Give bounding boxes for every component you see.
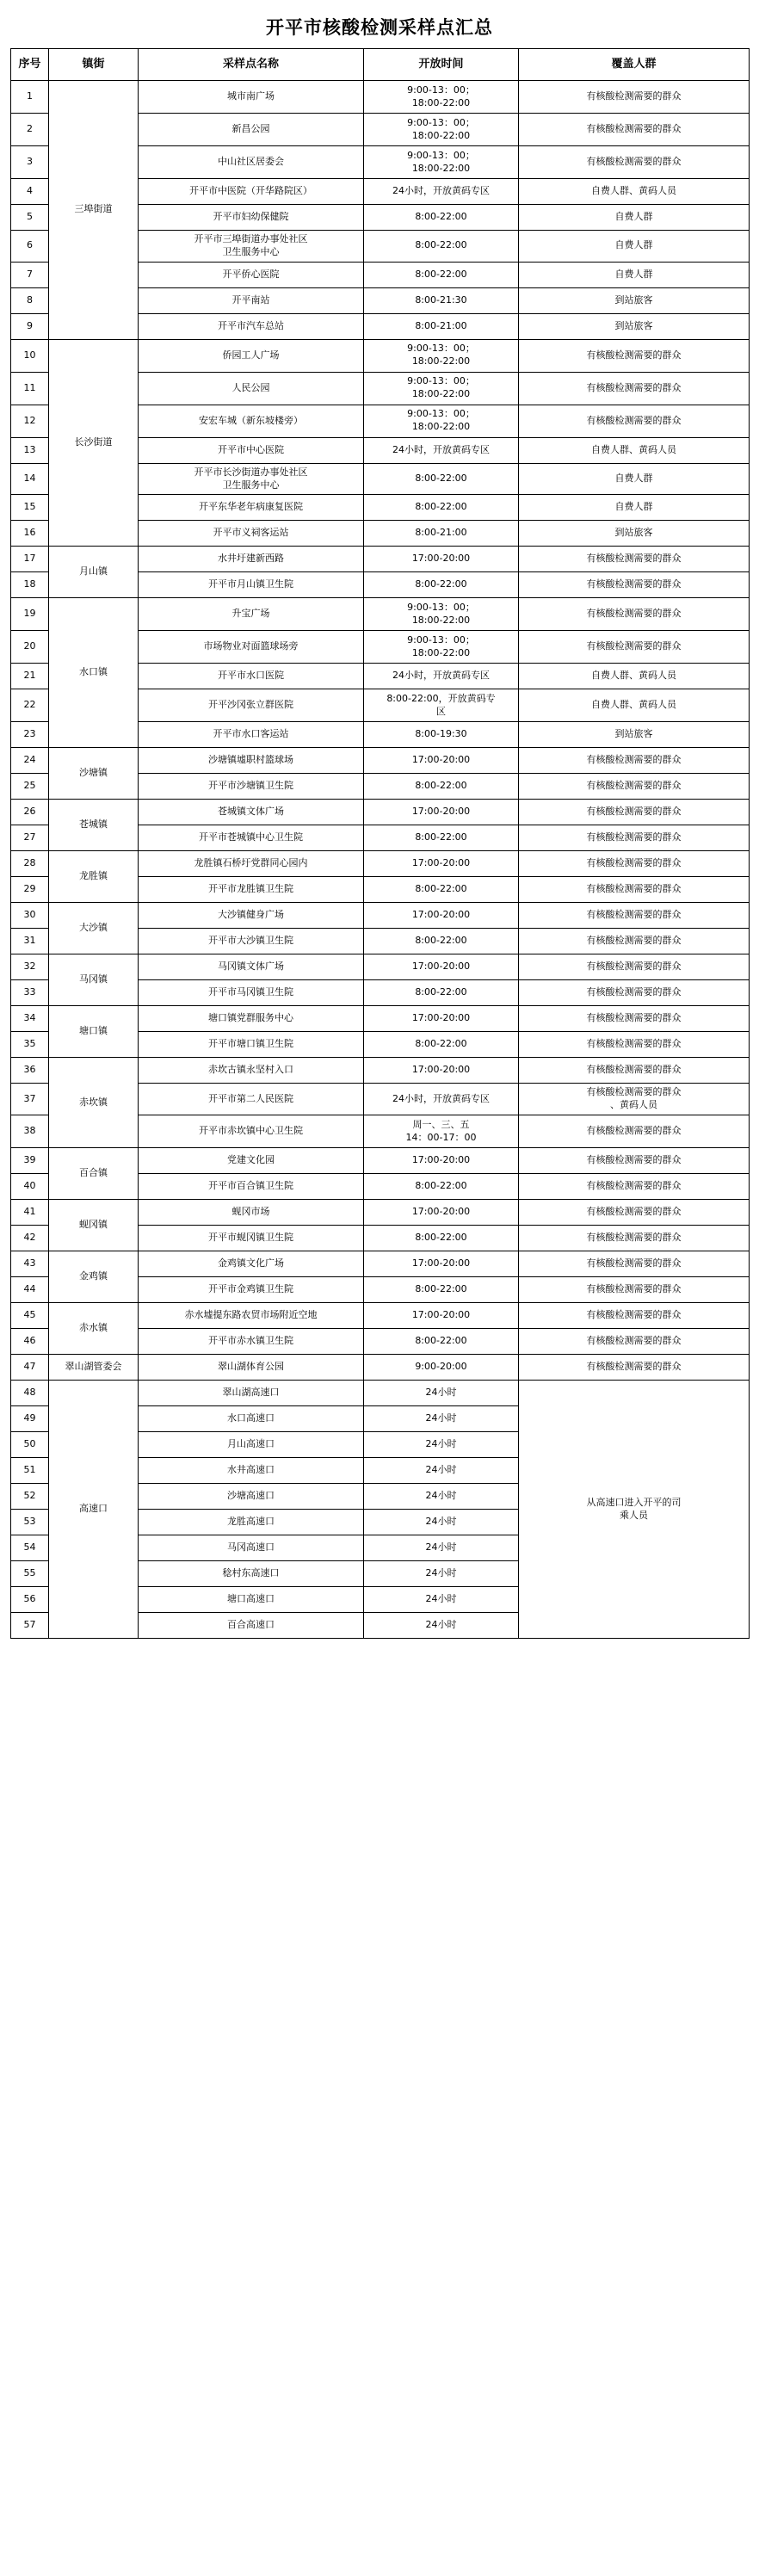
cell-open-time: 17:00-20:00 xyxy=(364,1200,519,1226)
cell-index: 35 xyxy=(11,1032,49,1058)
cell-open-time: 8:00-22:00 xyxy=(364,1226,519,1251)
table-row xyxy=(11,81,750,114)
table-row xyxy=(11,1058,750,1084)
cell-open-time: 24小时 xyxy=(364,1613,519,1639)
cell-covered-group: 有核酸检测需要的群众 xyxy=(519,825,750,851)
cell-covered-group: 有核酸检测需要的群众 xyxy=(519,405,750,437)
cell-open-time: 24小时 xyxy=(364,1561,519,1587)
table-row xyxy=(11,547,750,572)
table-row xyxy=(11,1381,750,1406)
cell-index: 50 xyxy=(11,1432,49,1458)
cell-open-time: 8:00-22:00 xyxy=(364,1174,519,1200)
cell-covered-group: 自费人群 xyxy=(519,463,750,495)
cell-site-name: 开平市月山镇卫生院 xyxy=(139,572,364,598)
cell-site-name: 开平市妇幼保健院 xyxy=(139,205,364,231)
column-header-site: 采样点名称 xyxy=(139,49,364,81)
cell-open-time: 8:00-22:00 xyxy=(364,463,519,495)
cell-site-name: 开平市塘口镇卫生院 xyxy=(139,1032,364,1058)
cell-open-time: 8:00-22:00 xyxy=(364,774,519,800)
cell-open-time: 17:00-20:00 xyxy=(364,903,519,929)
cell-open-time: 8:00-22:00 xyxy=(364,1329,519,1355)
cell-open-time: 8:00-22:00 xyxy=(364,980,519,1006)
cell-index: 54 xyxy=(11,1535,49,1561)
cell-site-name: 开平市中医院（开华路院区） xyxy=(139,179,364,205)
cell-index: 6 xyxy=(11,231,49,263)
cell-site-name: 塘口高速口 xyxy=(139,1587,364,1613)
cell-open-time: 17:00-20:00 xyxy=(364,1251,519,1277)
cell-index: 43 xyxy=(11,1251,49,1277)
cell-site-name: 百合高速口 xyxy=(139,1613,364,1639)
cell-site-name: 开平市水口客运站 xyxy=(139,722,364,748)
table-row xyxy=(11,954,750,980)
cell-site-name: 开平东华老年病康复医院 xyxy=(139,495,364,521)
cell-covered-group: 从高速口进入开平的司 乘人员 xyxy=(519,1381,750,1639)
cell-open-time: 8:00-21:30 xyxy=(364,287,519,313)
cell-covered-group: 有核酸检测需要的群众 、黄码人员 xyxy=(519,1084,750,1115)
cell-site-name: 开平市长沙街道办事处社区 卫生服务中心 xyxy=(139,463,364,495)
cell-open-time: 24小时，开放黄码专区 xyxy=(364,1084,519,1115)
cell-site-name: 月山高速口 xyxy=(139,1432,364,1458)
cell-index: 18 xyxy=(11,572,49,598)
cell-covered-group: 有核酸检测需要的群众 xyxy=(519,1226,750,1251)
cell-open-time: 8:00-22:00 xyxy=(364,1277,519,1303)
cell-site-name: 赤水墟提东路农贸市场附近空地 xyxy=(139,1303,364,1329)
cell-site-name: 开平市水口医院 xyxy=(139,664,364,689)
cell-covered-group: 有核酸检测需要的群众 xyxy=(519,114,750,146)
cell-open-time: 9:00-20:00 xyxy=(364,1355,519,1381)
cell-index: 51 xyxy=(11,1458,49,1484)
cell-covered-group: 自费人群、黄码人员 xyxy=(519,437,750,463)
cell-open-time: 9:00-13：00； 18:00-22:00 xyxy=(364,339,519,372)
cell-covered-group: 自费人群、黄码人员 xyxy=(519,179,750,205)
cell-site-name: 侨园工人广场 xyxy=(139,339,364,372)
sampling-points-table xyxy=(10,48,750,1639)
table-body xyxy=(11,81,750,1639)
cell-index: 56 xyxy=(11,1587,49,1613)
cell-site-name: 开平市赤坎镇中心卫生院 xyxy=(139,1115,364,1148)
cell-covered-group: 有核酸检测需要的群众 xyxy=(519,929,750,954)
cell-index: 48 xyxy=(11,1381,49,1406)
cell-site-name: 赤坎古镇永坚村入口 xyxy=(139,1058,364,1084)
cell-covered-group: 有核酸检测需要的群众 xyxy=(519,631,750,664)
cell-open-time: 周一、三、五 14：00-17：00 xyxy=(364,1115,519,1148)
cell-town: 长沙街道 xyxy=(49,339,139,547)
cell-index: 28 xyxy=(11,851,49,877)
cell-town: 沙塘镇 xyxy=(49,748,139,800)
table-row xyxy=(11,1303,750,1329)
cell-covered-group: 自费人群 xyxy=(519,495,750,521)
cell-open-time: 24小时 xyxy=(364,1381,519,1406)
cell-site-name: 开平市蚬冈镇卫生院 xyxy=(139,1226,364,1251)
cell-covered-group: 有核酸检测需要的群众 xyxy=(519,1277,750,1303)
cell-covered-group: 到站旅客 xyxy=(519,313,750,339)
cell-covered-group: 有核酸检测需要的群众 xyxy=(519,1251,750,1277)
cell-covered-group: 有核酸检测需要的群众 xyxy=(519,547,750,572)
cell-site-name: 城市南广场 xyxy=(139,81,364,114)
cell-covered-group: 有核酸检测需要的群众 xyxy=(519,1058,750,1084)
cell-site-name: 马冈镇文体广场 xyxy=(139,954,364,980)
cell-index: 52 xyxy=(11,1484,49,1510)
cell-town: 月山镇 xyxy=(49,547,139,598)
cell-open-time: 17:00-20:00 xyxy=(364,954,519,980)
cell-open-time: 24小时 xyxy=(364,1406,519,1432)
cell-open-time: 8:00-22:00 xyxy=(364,877,519,903)
cell-site-name: 马冈高速口 xyxy=(139,1535,364,1561)
cell-site-name: 开平市大沙镇卫生院 xyxy=(139,929,364,954)
cell-open-time: 24小时，开放黄码专区 xyxy=(364,664,519,689)
cell-index: 4 xyxy=(11,179,49,205)
cell-open-time: 8:00-21:00 xyxy=(364,521,519,547)
cell-site-name: 金鸡镇文化广场 xyxy=(139,1251,364,1277)
cell-open-time: 24小时 xyxy=(364,1484,519,1510)
cell-covered-group: 到站旅客 xyxy=(519,287,750,313)
column-header-index: 序号 xyxy=(11,49,49,81)
cell-open-time: 9:00-13：00； 18:00-22:00 xyxy=(364,598,519,631)
cell-town: 苍城镇 xyxy=(49,800,139,851)
cell-site-name: 沙塘镇墟职村篮球场 xyxy=(139,748,364,774)
cell-town: 高速口 xyxy=(49,1381,139,1639)
cell-covered-group: 有核酸检测需要的群众 xyxy=(519,339,750,372)
cell-index: 26 xyxy=(11,800,49,825)
cell-site-name: 开平市汽车总站 xyxy=(139,313,364,339)
table-row xyxy=(11,1200,750,1226)
cell-index: 10 xyxy=(11,339,49,372)
cell-covered-group: 有核酸检测需要的群众 xyxy=(519,1115,750,1148)
cell-index: 1 xyxy=(11,81,49,114)
cell-covered-group: 有核酸检测需要的群众 xyxy=(519,800,750,825)
cell-covered-group: 有核酸检测需要的群众 xyxy=(519,1032,750,1058)
cell-town: 赤水镇 xyxy=(49,1303,139,1355)
cell-index: 37 xyxy=(11,1084,49,1115)
cell-index: 55 xyxy=(11,1561,49,1587)
cell-index: 53 xyxy=(11,1510,49,1535)
cell-open-time: 8:00-22:00 xyxy=(364,495,519,521)
table-row xyxy=(11,1148,750,1174)
cell-town: 塘口镇 xyxy=(49,1006,139,1058)
cell-index: 12 xyxy=(11,405,49,437)
cell-open-time: 8:00-22:00 xyxy=(364,231,519,263)
cell-open-time: 8:00-22:00 xyxy=(364,825,519,851)
cell-site-name: 蚬冈市场 xyxy=(139,1200,364,1226)
table-row xyxy=(11,903,750,929)
cell-site-name: 翠山湖高速口 xyxy=(139,1381,364,1406)
cell-index: 41 xyxy=(11,1200,49,1226)
cell-covered-group: 自费人群 xyxy=(519,262,750,287)
cell-open-time: 8:00-22:00 xyxy=(364,1032,519,1058)
cell-index: 8 xyxy=(11,287,49,313)
cell-open-time: 9:00-13：00； 18:00-22:00 xyxy=(364,114,519,146)
cell-index: 22 xyxy=(11,689,49,722)
table-row xyxy=(11,748,750,774)
cell-index: 47 xyxy=(11,1355,49,1381)
cell-site-name: 稔村东高速口 xyxy=(139,1561,364,1587)
table-row xyxy=(11,1251,750,1277)
cell-index: 45 xyxy=(11,1303,49,1329)
cell-index: 20 xyxy=(11,631,49,664)
table-row xyxy=(11,1355,750,1381)
cell-index: 44 xyxy=(11,1277,49,1303)
cell-covered-group: 自费人群 xyxy=(519,231,750,263)
table-header xyxy=(11,49,750,81)
cell-site-name: 水口高速口 xyxy=(139,1406,364,1432)
cell-index: 16 xyxy=(11,521,49,547)
cell-site-name: 党建文化园 xyxy=(139,1148,364,1174)
cell-index: 13 xyxy=(11,437,49,463)
cell-covered-group: 到站旅客 xyxy=(519,722,750,748)
table-row xyxy=(11,851,750,877)
cell-index: 30 xyxy=(11,903,49,929)
cell-site-name: 开平沙冈张立群医院 xyxy=(139,689,364,722)
cell-open-time: 9:00-13：00； 18:00-22:00 xyxy=(364,372,519,405)
table-row xyxy=(11,1006,750,1032)
cell-open-time: 24小时，开放黄码专区 xyxy=(364,437,519,463)
column-header-time: 开放时间 xyxy=(364,49,519,81)
cell-open-time: 17:00-20:00 xyxy=(364,547,519,572)
cell-open-time: 17:00-20:00 xyxy=(364,1006,519,1032)
cell-covered-group: 有核酸检测需要的群众 xyxy=(519,1303,750,1329)
cell-covered-group: 有核酸检测需要的群众 xyxy=(519,748,750,774)
cell-index: 23 xyxy=(11,722,49,748)
cell-index: 3 xyxy=(11,146,49,179)
cell-open-time: 24小时 xyxy=(364,1510,519,1535)
cell-open-time: 9:00-13：00； 18:00-22:00 xyxy=(364,81,519,114)
cell-site-name: 开平市苍城镇中心卫生院 xyxy=(139,825,364,851)
cell-covered-group: 有核酸检测需要的群众 xyxy=(519,1200,750,1226)
cell-site-name: 升宝广场 xyxy=(139,598,364,631)
cell-index: 46 xyxy=(11,1329,49,1355)
cell-site-name: 新昌公园 xyxy=(139,114,364,146)
cell-site-name: 人民公园 xyxy=(139,372,364,405)
table-row xyxy=(11,800,750,825)
cell-index: 21 xyxy=(11,664,49,689)
cell-covered-group: 有核酸检测需要的群众 xyxy=(519,81,750,114)
cell-open-time: 17:00-20:00 xyxy=(364,748,519,774)
cell-covered-group: 自费人群、黄码人员 xyxy=(519,664,750,689)
cell-open-time: 17:00-20:00 xyxy=(364,800,519,825)
cell-site-name: 塘口镇党群服务中心 xyxy=(139,1006,364,1032)
cell-site-name: 水井圩建新西路 xyxy=(139,547,364,572)
cell-site-name: 大沙镇健身广场 xyxy=(139,903,364,929)
cell-covered-group: 有核酸检测需要的群众 xyxy=(519,146,750,179)
cell-open-time: 24小时 xyxy=(364,1535,519,1561)
cell-open-time: 9:00-13：00； 18:00-22:00 xyxy=(364,405,519,437)
cell-covered-group: 自费人群、黄码人员 xyxy=(519,689,750,722)
cell-site-name: 沙塘高速口 xyxy=(139,1484,364,1510)
cell-site-name: 龙胜镇石桥圩党群同心园内 xyxy=(139,851,364,877)
cell-town: 三埠街道 xyxy=(49,81,139,340)
cell-site-name: 开平市三埠街道办事处社区 卫生服务中心 xyxy=(139,231,364,263)
cell-site-name: 开平市赤水镇卫生院 xyxy=(139,1329,364,1355)
cell-index: 29 xyxy=(11,877,49,903)
cell-site-name: 水井高速口 xyxy=(139,1458,364,1484)
cell-town: 水口镇 xyxy=(49,598,139,748)
cell-town: 大沙镇 xyxy=(49,903,139,954)
cell-open-time: 9:00-13：00； 18:00-22:00 xyxy=(364,631,519,664)
cell-covered-group: 有核酸检测需要的群众 xyxy=(519,1329,750,1355)
cell-index: 11 xyxy=(11,372,49,405)
cell-town: 金鸡镇 xyxy=(49,1251,139,1303)
cell-index: 57 xyxy=(11,1613,49,1639)
cell-index: 25 xyxy=(11,774,49,800)
cell-index: 40 xyxy=(11,1174,49,1200)
cell-site-name: 开平市百合镇卫生院 xyxy=(139,1174,364,1200)
cell-site-name: 中山社区居委会 xyxy=(139,146,364,179)
cell-index: 14 xyxy=(11,463,49,495)
cell-covered-group: 有核酸检测需要的群众 xyxy=(519,774,750,800)
cell-site-name: 开平市马冈镇卫生院 xyxy=(139,980,364,1006)
cell-index: 15 xyxy=(11,495,49,521)
cell-town: 百合镇 xyxy=(49,1148,139,1200)
column-header-group: 覆盖人群 xyxy=(519,49,750,81)
cell-covered-group: 到站旅客 xyxy=(519,521,750,547)
page-title: 开平市核酸检测采样点汇总 xyxy=(266,17,493,38)
cell-covered-group: 有核酸检测需要的群众 xyxy=(519,372,750,405)
cell-open-time: 17:00-20:00 xyxy=(364,1148,519,1174)
cell-site-name: 安宏车城（新东坡楼旁） xyxy=(139,405,364,437)
cell-open-time: 17:00-20:00 xyxy=(364,851,519,877)
cell-index: 33 xyxy=(11,980,49,1006)
cell-open-time: 8:00-22:00 xyxy=(364,572,519,598)
cell-index: 39 xyxy=(11,1148,49,1174)
table-header-row xyxy=(11,49,750,81)
cell-site-name: 开平市第二人民医院 xyxy=(139,1084,364,1115)
cell-covered-group: 自费人群 xyxy=(519,205,750,231)
cell-covered-group: 有核酸检测需要的群众 xyxy=(519,1006,750,1032)
cell-open-time: 24小时 xyxy=(364,1587,519,1613)
cell-open-time: 17:00-20:00 xyxy=(364,1303,519,1329)
cell-open-time: 24小时 xyxy=(364,1432,519,1458)
cell-site-name: 开平市龙胜镇卫生院 xyxy=(139,877,364,903)
cell-open-time: 9:00-13：00； 18:00-22:00 xyxy=(364,146,519,179)
cell-index: 36 xyxy=(11,1058,49,1084)
cell-site-name: 市场物业对面篮球场旁 xyxy=(139,631,364,664)
cell-open-time: 8:00-21:00 xyxy=(364,313,519,339)
cell-index: 49 xyxy=(11,1406,49,1432)
cell-covered-group: 有核酸检测需要的群众 xyxy=(519,1174,750,1200)
cell-index: 9 xyxy=(11,313,49,339)
cell-index: 42 xyxy=(11,1226,49,1251)
cell-covered-group: 有核酸检测需要的群众 xyxy=(519,954,750,980)
table-row xyxy=(11,598,750,631)
cell-open-time: 17:00-20:00 xyxy=(364,1058,519,1084)
cell-open-time: 8:00-22:00，开放黄码专 区 xyxy=(364,689,519,722)
cell-town: 龙胜镇 xyxy=(49,851,139,903)
cell-index: 5 xyxy=(11,205,49,231)
cell-index: 19 xyxy=(11,598,49,631)
cell-open-time: 24小时 xyxy=(364,1458,519,1484)
cell-index: 24 xyxy=(11,748,49,774)
cell-covered-group: 有核酸检测需要的群众 xyxy=(519,572,750,598)
cell-site-name: 开平市沙塘镇卫生院 xyxy=(139,774,364,800)
cell-index: 32 xyxy=(11,954,49,980)
cell-covered-group: 有核酸检测需要的群众 xyxy=(519,1355,750,1381)
cell-index: 17 xyxy=(11,547,49,572)
cell-site-name: 开平市义祠客运站 xyxy=(139,521,364,547)
cell-open-time: 8:00-19:30 xyxy=(364,722,519,748)
cell-covered-group: 有核酸检测需要的群众 xyxy=(519,903,750,929)
cell-open-time: 8:00-22:00 xyxy=(364,205,519,231)
cell-site-name: 开平侨心医院 xyxy=(139,262,364,287)
cell-town: 马冈镇 xyxy=(49,954,139,1006)
cell-index: 27 xyxy=(11,825,49,851)
cell-town: 赤坎镇 xyxy=(49,1058,139,1148)
cell-site-name: 苍城镇文体广场 xyxy=(139,800,364,825)
cell-covered-group: 有核酸检测需要的群众 xyxy=(519,598,750,631)
cell-covered-group: 有核酸检测需要的群众 xyxy=(519,1148,750,1174)
cell-site-name: 开平市金鸡镇卫生院 xyxy=(139,1277,364,1303)
cell-site-name: 龙胜高速口 xyxy=(139,1510,364,1535)
cell-covered-group: 有核酸检测需要的群众 xyxy=(519,877,750,903)
cell-open-time: 8:00-22:00 xyxy=(364,262,519,287)
cell-town: 蚬冈镇 xyxy=(49,1200,139,1251)
cell-open-time: 24小时，开放黄码专区 xyxy=(364,179,519,205)
cell-covered-group: 有核酸检测需要的群众 xyxy=(519,851,750,877)
cell-site-name: 开平南站 xyxy=(139,287,364,313)
cell-site-name: 翠山湖体育公园 xyxy=(139,1355,364,1381)
column-header-town: 镇街 xyxy=(49,49,139,81)
cell-index: 34 xyxy=(11,1006,49,1032)
cell-town: 翠山湖管委会 xyxy=(49,1355,139,1381)
table-row xyxy=(11,339,750,372)
cell-index: 38 xyxy=(11,1115,49,1148)
cell-site-name: 开平市中心医院 xyxy=(139,437,364,463)
cell-covered-group: 有核酸检测需要的群众 xyxy=(519,980,750,1006)
cell-index: 7 xyxy=(11,262,49,287)
cell-index: 2 xyxy=(11,114,49,146)
cell-open-time: 8:00-22:00 xyxy=(364,929,519,954)
cell-index: 31 xyxy=(11,929,49,954)
